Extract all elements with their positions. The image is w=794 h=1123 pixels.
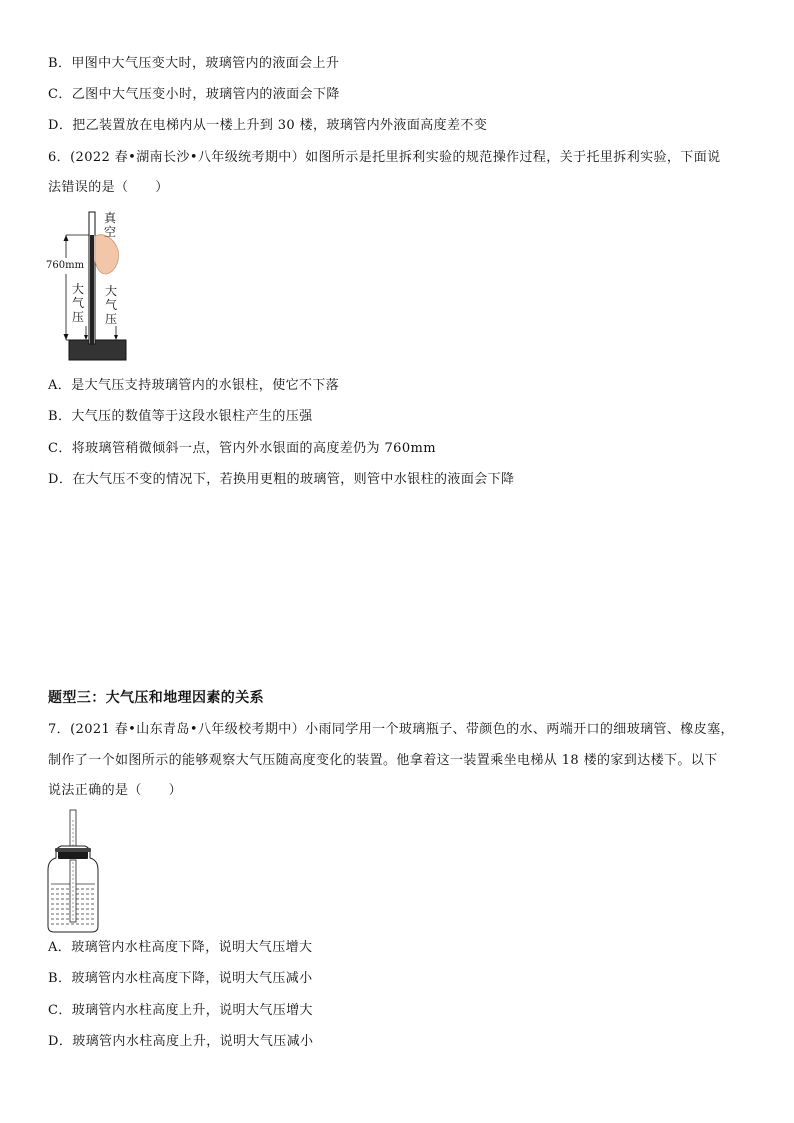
right-atm-label-3: 压 xyxy=(105,312,118,326)
q6-option-b: B．大气压的数值等于这段水银柱产生的压强 xyxy=(48,409,313,424)
q6-stem-line2: 法错误的是（ ） xyxy=(48,180,169,195)
q6-option-a: A．是大气压支持玻璃管内的水银柱，使它不下落 xyxy=(48,378,340,393)
q5-option-d: D．把乙装置放在电梯内从一楼上升到 30 楼，玻璃管内外液面高度差不变 xyxy=(48,118,488,133)
vacuum-label-1: 真 xyxy=(104,211,117,225)
q7-stem-line1: 7．(2021 春•山东青岛•八年级校考期中）小雨同学用一个玻璃瓶子、带颜色的水、两端开口的细玻璃管、橡皮塞， xyxy=(48,722,734,737)
section-heading: 题型三：大气压和地理因素的关系 xyxy=(48,690,264,706)
right-atm-label-1: 大 xyxy=(105,284,118,298)
q7-option-c: C．玻璃管内水柱高度上升，说明大气压增大 xyxy=(48,1003,313,1018)
q6-option-d: D．在大气压不变的情况下，若换用更粗的玻璃管，则管中水银柱的液面会下降 xyxy=(48,472,515,487)
q7-stem-line2: 制作了一个如图所示的能够观察大气压随高度变化的装置。他拿着这一装置乘坐电梯从 18 楼的家到达楼下。以下 xyxy=(48,753,718,768)
altitude-barometer-bottle-figure xyxy=(44,808,104,934)
torricelli-experiment-figure xyxy=(44,208,134,366)
left-atm-label-1: 大 xyxy=(72,282,85,296)
q5-option-c: C．乙图中大气压变小时，玻璃管内的液面会下降 xyxy=(48,87,340,102)
mercury-column xyxy=(90,235,94,345)
q6-stem-line1: 6．(2022 春•湖南长沙•八年级统考期中）如图所示是托里拆利实验的规范操作过程，关于托里拆利实验，下面说 xyxy=(48,150,721,165)
right-atm-label-2: 气 xyxy=(105,298,118,312)
left-atm-label-2: 气 xyxy=(72,296,85,310)
q5-option-b: B．甲图中大气压变大时，玻璃管内的液面会上升 xyxy=(48,56,340,71)
q7-option-a: A．玻璃管内水柱高度下降，说明大气压增大 xyxy=(48,940,313,955)
q7-stem-line3: 说法正确的是（ ） xyxy=(48,783,183,798)
q6-option-c: C．将玻璃管稍微倾斜一点，管内外水银面的高度差仍为 760mm xyxy=(48,441,436,456)
hand-shape xyxy=(95,235,119,274)
q7-option-d: D．玻璃管内水柱高度上升，说明大气压减小 xyxy=(48,1034,314,1049)
left-atm-label-3: 压 xyxy=(72,310,85,324)
height-label: 760mm xyxy=(46,260,85,271)
mercury-dish xyxy=(69,340,126,360)
vacuum-label-2: 空 xyxy=(104,225,117,239)
q7-option-b: B．玻璃管内水柱高度下降，说明大气压减小 xyxy=(48,971,313,986)
